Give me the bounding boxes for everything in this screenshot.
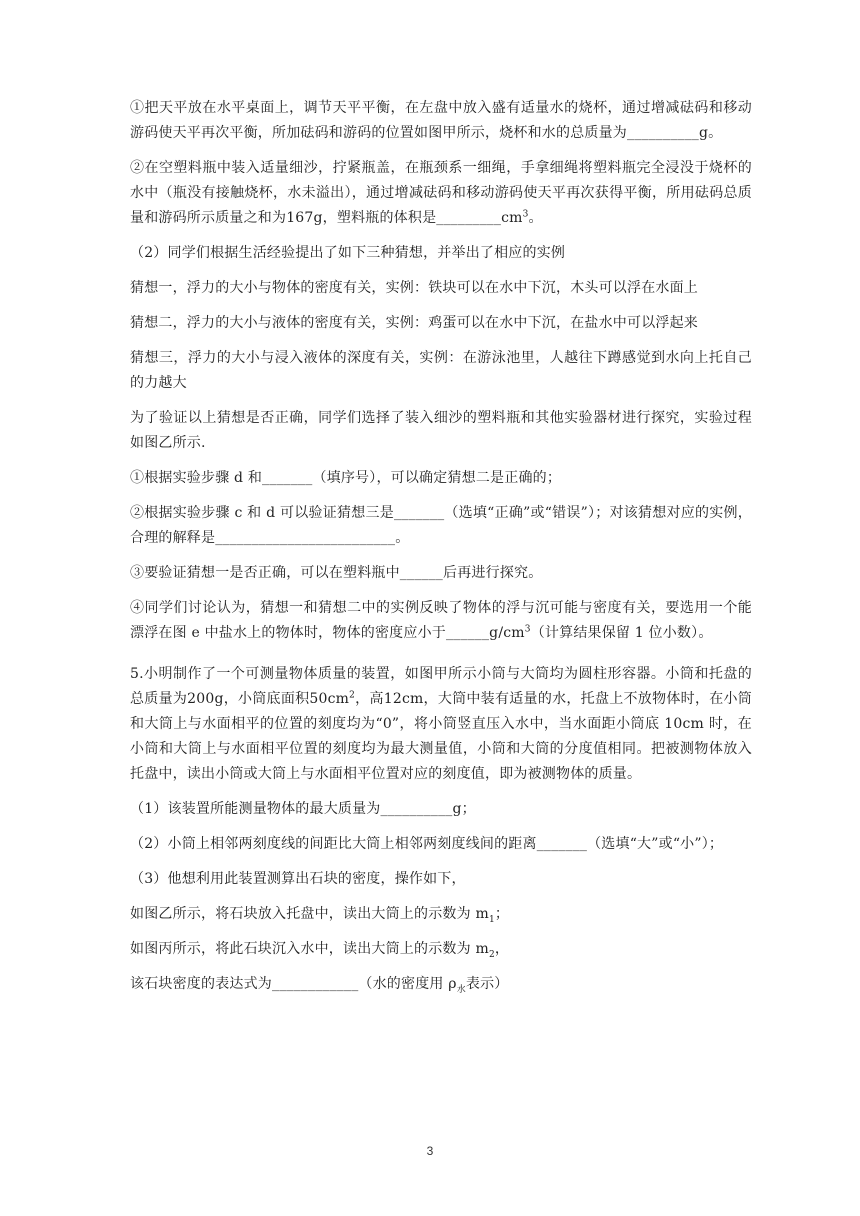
q4-guess1: 猜想一，浮力的大小与物体的密度有关，实例：铁块可以在水中下沉，木头可以浮在水面上 (130, 280, 698, 296)
q5-part3: （3）他想利用此装置测算出石块的密度，操作如下， (130, 871, 466, 887)
q4-sub2: ②根据实验步骤 c 和 d 可以验证猜想三是_______（选填“正确”或“错误”）；对该猜想对应的实例，合理的解释是_________________________。 (130, 505, 752, 546)
q5-intro-text: 5.小明制作了一个可测量物体质量的装置，如图甲所示小筒与大筒均为圆柱形容器。小筒和托盘的总质量为200g，小筒底面积50cm (130, 666, 752, 707)
q4-step1-2-end: 。 (528, 210, 543, 226)
q5-part3-step-a (130, 902, 752, 927)
q4-sub1: ①根据实验步骤 d 和_______（填序号），可以确定猜想二是正确的； (130, 470, 562, 486)
q4-verify-intro: 为了验证以上猜想是否正确，同学们选择了装入细沙的塑料瓶和其他实验器材进行探究，实验过程如图乙所示. (130, 410, 752, 451)
q5-part3-step-c-sub: 水 (456, 984, 466, 995)
q4-sub4-sup: 3 (524, 624, 531, 635)
q4-step1-1: ①把天平放在水平桌面上，调节天平平衡，在左盘中放入盛有适量水的烧杯，通过增减砝码和移动游码使天平再次平衡，所加砝码和游码的位置如图甲所示，烧杯和水的总质量为__________g。 (130, 100, 752, 141)
q5-part3-step-b (130, 937, 752, 962)
q4-step1-2 (130, 156, 752, 231)
q5-part3-step-b-text: 如图丙所示，将此石块沉入水中，读出大筒上的示数为 m (130, 941, 489, 957)
q4-sub4-text: ④同学们讨论认为，猜想一和猜想二中的实例反映了物体的浮与沉可能与密度有关，要选用一个能漂浮在图 e 中盐水上的物体时，物体的密度应小于______g/cm (130, 600, 752, 641)
q4-sub3: ③要验证猜想一是否正确，可以在塑料瓶中______后再进行探究。 (130, 565, 543, 581)
q5-part2: （2）小筒上相邻两刻度线的间距比大筒上相邻两刻度线间的距离_______（选填“大”或“小”）； (130, 836, 724, 852)
q5-part3-step-a-text: 如图乙所示，将石块放入托盘中，读出大筒上的示数为 m (130, 906, 489, 922)
q5-intro-sup: 2 (349, 690, 356, 701)
q5-intro-rest: ，高12cm，大筒中装有适量的水，托盘上不放物体时，在小筒和大筒上与水面相平的位置的刻度均为“0”，将小筒竖直压入水中，当水面距小筒底 10cm 时，在小筒和大筒上与水面相平位置的刻度均为最大测量值，小筒和大筒的分度值相同。把被测物体放入托盘中，读出小筒或大筒上与水面相平位置对应的刻度值，即为被测物体的质量。 (130, 691, 752, 782)
q5-part3-step-c-end: 表示） (465, 976, 509, 992)
q5-part3-step-a-end: ； (494, 906, 510, 922)
q5-intro (130, 662, 752, 787)
q4-sub4-end: （计算结果保留 1 位小数）。 (530, 625, 713, 641)
page-number: 3 (426, 1144, 434, 1158)
q5-part3-step-c (130, 972, 752, 997)
q4-sub4 (130, 596, 752, 646)
q4-part2: （2）同学们根据生活经验提出了如下三种猜想，并举出了相应的实例 (130, 245, 566, 261)
q5-part3-step-c-text: 该石块密度的表达式为____________（水的密度用 ρ (130, 976, 457, 992)
q5-part1: （1）该装置所能测量物体的最大质量为__________g； (130, 801, 476, 817)
q5-part3-step-b-sub: 2 (488, 949, 495, 960)
q4-guess3: 猜想三，浮力的大小与浸入液体的深度有关，实例：在游泳池里，人越往下蹲感觉到水向上托自己的力越大 (130, 350, 752, 391)
q4-step1-2-text: ②在空塑料瓶中装入适量细沙，拧紧瓶盖，在瓶颈系一细绳，手拿细绳将塑料瓶完全浸没于烧杯的水中（瓶没有接触烧杯，水未溢出），通过增减砝码和移动游码使天平再次获得平衡，所用砝码总质量和游码所示质量之和为167g，塑料瓶的体积是_________cm (130, 160, 752, 226)
q4-step1-2-sup: 3 (522, 209, 529, 220)
q5-part3-step-a-sub: 1 (488, 914, 495, 925)
q4-guess2: 猜想二，浮力的大小与液体的密度有关，实例：鸡蛋可以在水中下沉，在盐水中可以浮起来 (130, 315, 698, 331)
q5-part3-step-b-end: ， (494, 941, 510, 957)
